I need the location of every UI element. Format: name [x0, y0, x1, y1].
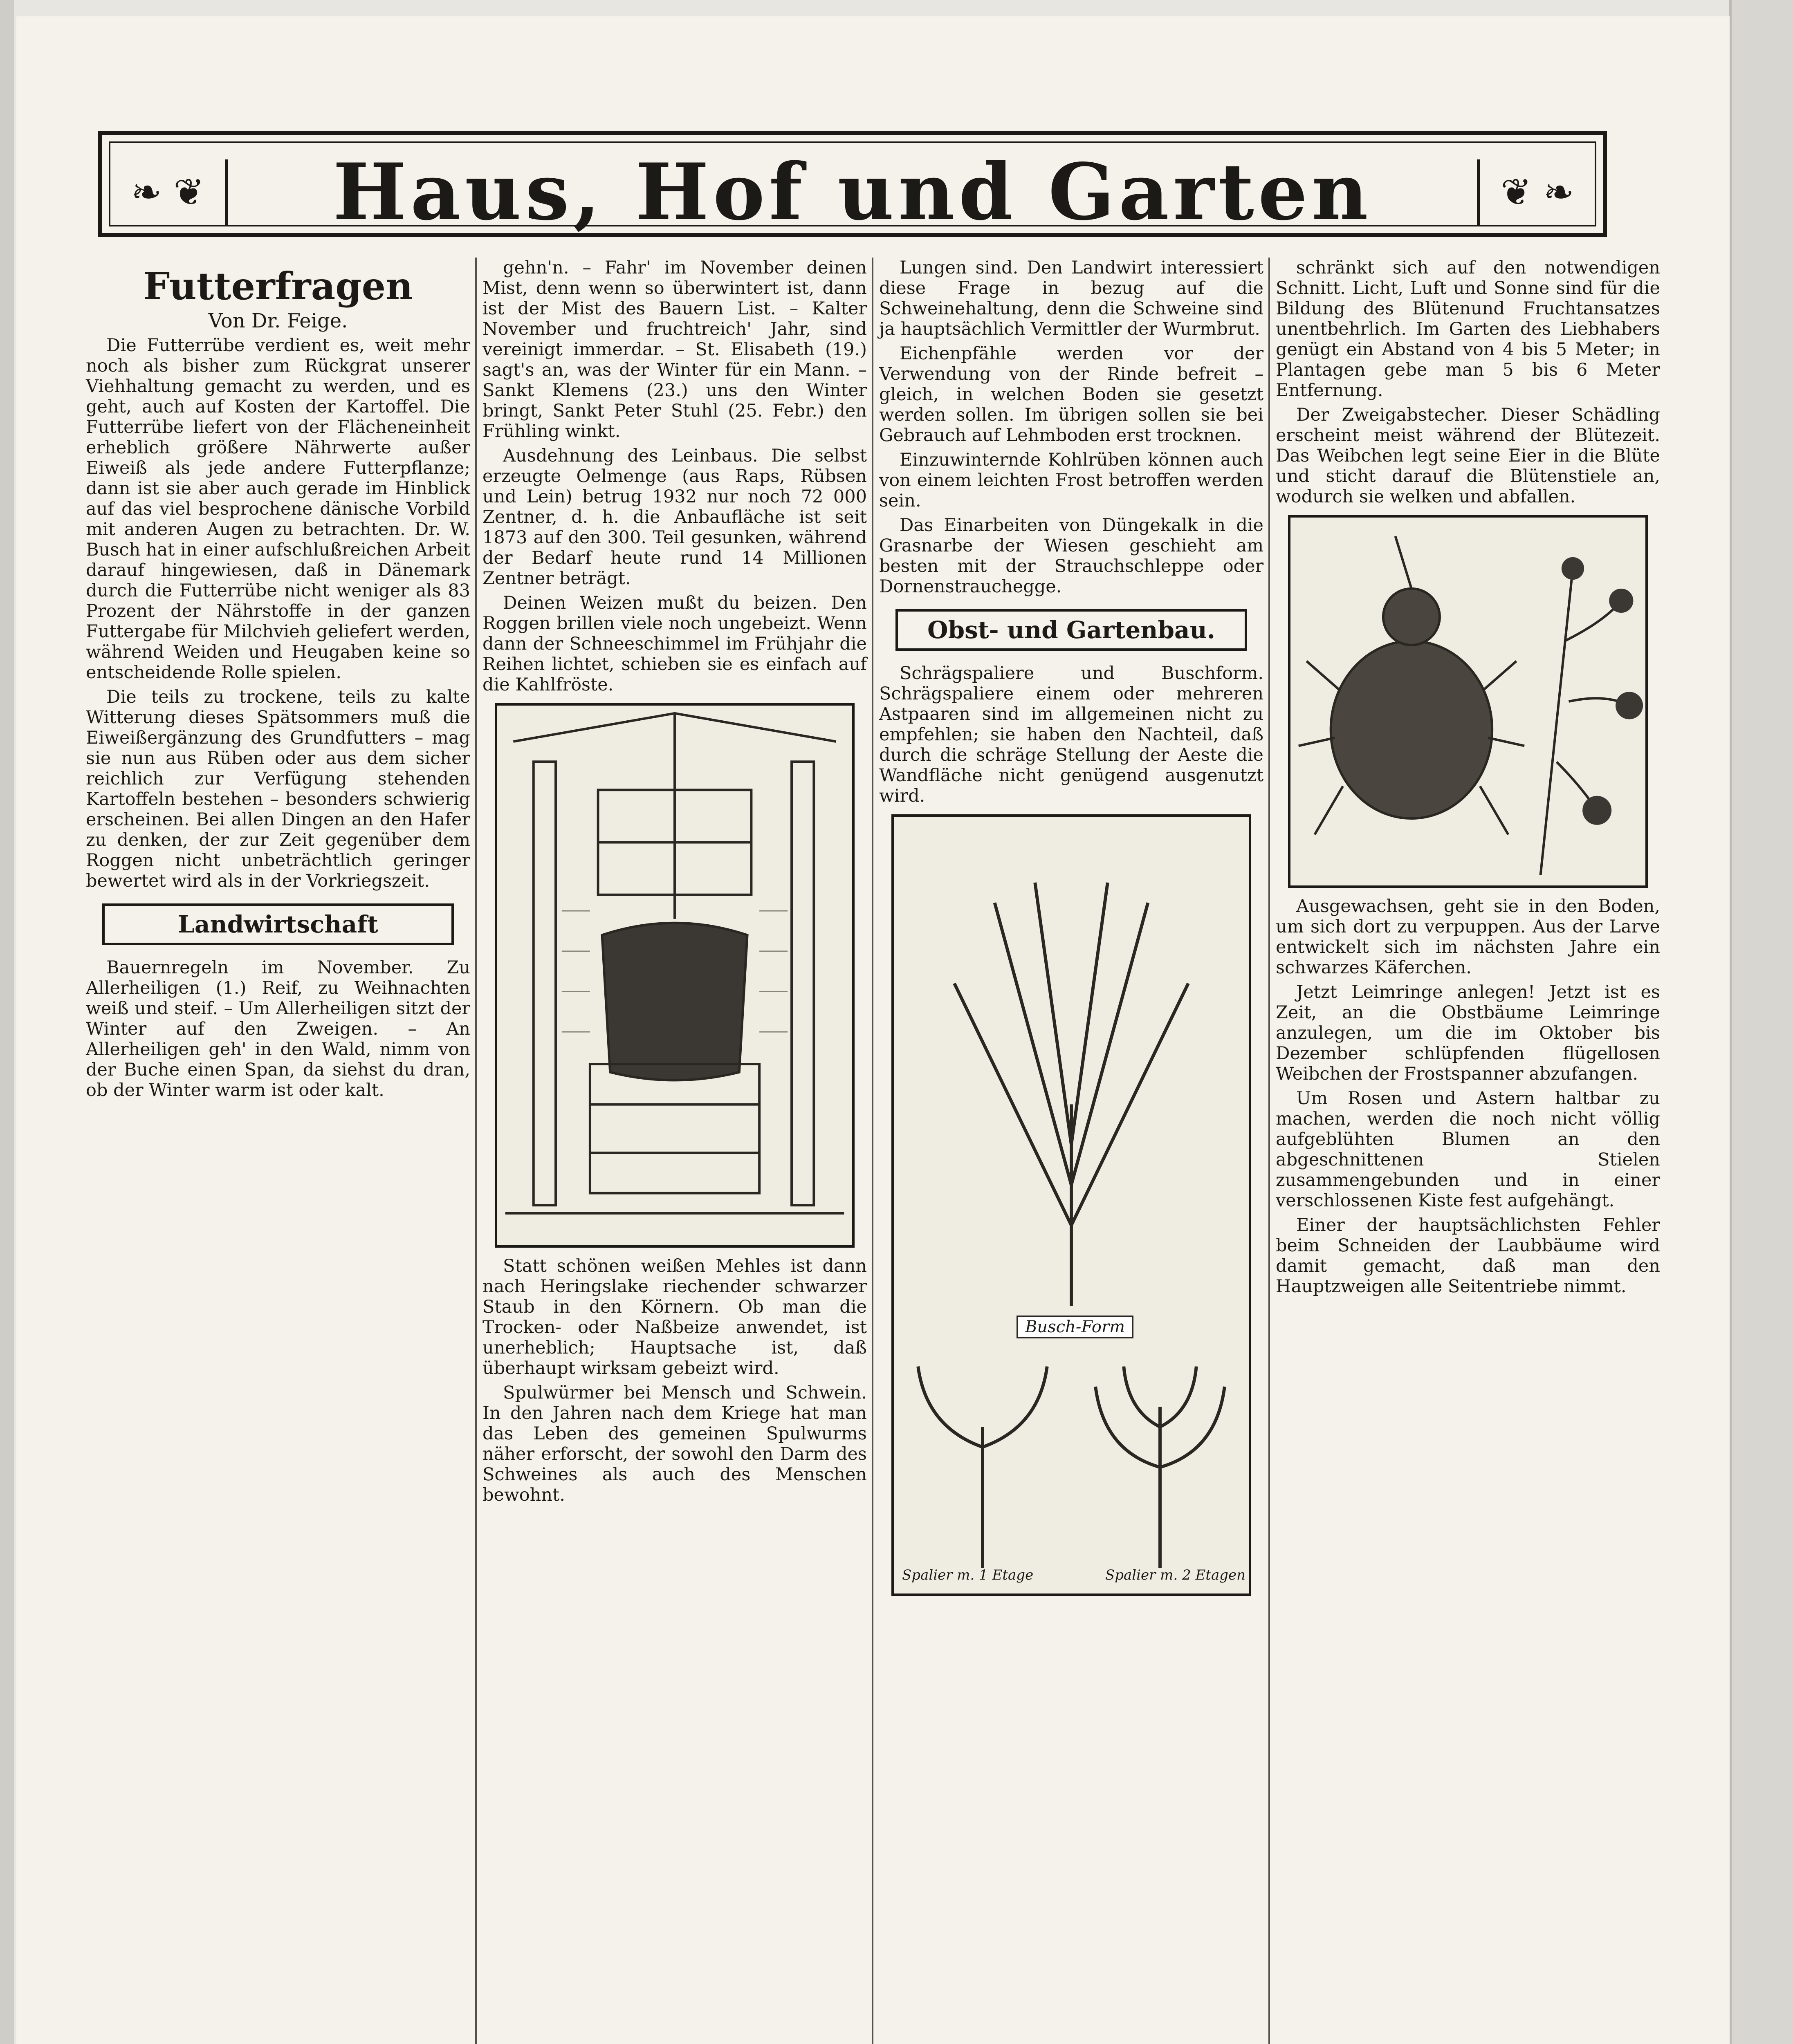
paragraph: Das Einarbeiten von Düngekalk in die Grasnarbe der Wiesen geschieht am besten mit der Strauchschleppe oder Dornenstrauchegge. — [879, 515, 1263, 597]
figure-label-spalier-2: Spalier m. 2 Etagen — [1105, 1567, 1245, 1583]
column-rule-3 — [1268, 258, 1270, 2044]
figure-label-spalier-1: Spalier m. 1 Etage — [902, 1567, 1034, 1583]
paragraph: Die Futterrübe verdient es, weit mehr noch als bisher zum Rückgrat unserer Viehhaltung gemacht zu werden, und es geht, auch auf Kosten der Kartoffel. Die Futterrübe liefert von der Flächeneinheit erheblich größere Nährwerte außer Eiweiß als jede andere Futterpflanze; dann ist sie aber auch gerade im Hinblick auf das viel besprochene dänische Vorbild mit anderen Augen zu betrachten. Dr. W. Busch hat in einer aufschlußreichen Arbeit darauf hingewiesen, daß in Dänemark durch die Futterrübe nicht weniger als 83 Prozent der Nährstoffe in der ganzen Futtergabe für Milchvieh geliefert werden, während Weiden und Heugaben keine so entscheidende Rolle spielen. — [86, 335, 470, 683]
paragraph: Deinen Weizen mußt du beizen. Den Roggen brillen viele noch ungebeizt. Wenn dann der Schneeschimmel im Frühjahr die Reihen lichtet, schieben sie es einfach auf die Kahlfröste. — [482, 593, 867, 695]
paragraph: Lungen sind. Den Landwirt interessiert diese Frage in bezug auf die Schweinehaltung, denn die Schweine sind ja hauptsächlich Vermittler der Wurmbrut. — [879, 258, 1263, 339]
masthead-inner-frame — [109, 141, 1596, 238]
ornament-right-icon: ❦ ❧ — [1477, 159, 1595, 225]
column-2 — [482, 258, 867, 1509]
section-header-landwirtschaft: Landwirtschaft — [102, 903, 454, 945]
article-byline: Von Dr. Feige. — [208, 309, 348, 332]
column-4 — [1276, 258, 1660, 1301]
ornament-left-icon: ❧ ❦ — [110, 159, 228, 225]
paragraph: Ausgewachsen, geht sie in den Boden, um sich dort zu verpuppen. Aus der Larve entwickelt sich im nächsten Jahre ein schwarzes Käferchen. — [1276, 896, 1660, 978]
paragraph: Um Rosen und Astern haltbar zu machen, werden die noch nicht völlig aufgeblühten Blumen an den abgeschnittenen Stielen zusammengebunden und in einer verschlossenen Kiste fest aufgehängt. — [1276, 1088, 1660, 1211]
masthead-title: Haus, Hof und Garten — [333, 146, 1372, 238]
paragraph: schränkt sich auf den notwendigen Schnitt. Licht, Luft und Sonne sind für die Bildung des Blütenund Fruchtansatzes unentbehrlich. Im Garten des Liebhabers genügt ein Abstand von 4 bis 5 Meter; in Plantagen gebe man 5 bis 6 Meter Entfernung. — [1276, 258, 1660, 401]
paragraph: Spulwürmer bei Mensch und Schwein. In den Jahren nach dem Kriege hat man das Leben des gemeinen Spulwurms näher erforscht, der sowohl den Darm des Schweines als auch des Menschen bewohnt. — [482, 1383, 867, 1505]
column-1 — [86, 258, 470, 1105]
figure-label-busch-form: Busch-Form — [1017, 1316, 1133, 1338]
column-rule-2 — [872, 258, 873, 2044]
paragraph: Ausdehnung des Leinbaus. Die selbst erzeugte Oelmenge (aus Raps, Rübsen und Lein) betrug 1932 nur noch 72 000 Zentner, d. h. die Anbaufläche ist seit 1873 auf den 300. Teil gesunken, während der Bedarf heute rund 14 Millionen Zentner beträgt. — [482, 446, 867, 589]
section-header-obst-und-gartenbau: Obst- und Gartenbau. — [895, 609, 1247, 651]
illustration-tree-forms — [891, 814, 1251, 1596]
seed-vat-drawing-icon — [497, 706, 852, 1245]
column-3 — [879, 258, 1263, 1604]
scan-edge-right — [1729, 0, 1793, 2044]
paragraph: Eichenpfähle werden vor der Verwendung von der Rinde befreit – gleich, in welchen Boden sie gesetzt werden sollen. Im übrigen sollen sie bei Gebrauch auf Lehmboden erst trocknen. — [879, 343, 1263, 446]
paragraph: Einzuwinternde Kohlrüben können auch von einem leichten Frost betroffen werden sein. — [879, 450, 1263, 511]
paragraph: Schrägspaliere und Buschform. Schrägspaliere einem oder mehreren Astpaaren sind im allgemeinen nicht zu empfehlen; sie haben den Nachteil, daß durch die schräge Stellung der Aeste die Wandfläche nicht genügend ausgenutzt wird. — [879, 663, 1263, 806]
paragraph: Bauernregeln im November. Zu Allerheiligen (1.) Reif, zu Weihnachten weiß und steif. – Um Allerheiligen sitzt der Winter auf den Zweigen. – An Allerheiligen geh' in den Wald, nimm von der Buche einen Span, da siehst du dran, ob der Winter warm ist oder kalt. — [86, 957, 470, 1100]
newspaper-page — [16, 16, 1730, 2044]
paragraph: gehn'n. – Fahr' im November deinen Mist, denn wenn so überwintert ist, dann ist der Mist des Bauern List. – Kalter November und fruchtreich' Jahr, sind vereinigt immerdar. – St. Elisabeth (19.) sagt's an, was der Winter für ein Mann. – Sankt Klemens (23.) uns den Winter bringt, Sankt Peter Stuhl (25. Febr.) den Frühling winkt. — [482, 258, 867, 442]
paragraph: Jetzt Leimringe anlegen! Jetzt ist es Zeit, an die Obstbäume Leimringe anzulegen, um die im Oktober bis Dezember schlüpfenden flügellosen Weibchen der Frostspanner abzufangen. — [1276, 982, 1660, 1084]
article-title-futterfragen: Futterfragen — [143, 264, 413, 308]
scan-edge-left — [0, 0, 14, 2044]
tree-forms-drawing-icon — [894, 817, 1249, 1594]
paragraph: Der Zweigabstecher. Dieser Schädling erscheint meist während der Blütezeit. Das Weibchen legt seine Eier in die Blüte und sticht darauf die Blütenstiele an, wodurch sie welken und abfallen. — [1276, 405, 1660, 507]
column-rule-1 — [475, 258, 477, 2044]
beetle-drawing-icon — [1290, 518, 1645, 885]
paragraph: Einer der hauptsächlichsten Fehler beim Schneiden der Laubbäume wird damit gemacht, daß man den Hauptzweigen alle Seitentriebe nimmt. — [1276, 1215, 1660, 1297]
paragraph: Statt schönen weißen Mehles ist dann nach Heringslake riechender schwarzer Staub in den Körnern. Ob man die Trocken- oder Naßbeize anwendet, ist unerheblich; Hauptsache ist, daß überhaupt wirksam gebeizt wird. — [482, 1256, 867, 1378]
paragraph: Die teils zu trockene, teils zu kalte Witterung dieses Spätsommers muß die Eiweißergänzung des Grundfutters – mag sie nun aus Rüben oder aus dem sicher reichlich zur Verfügung stehenden Kartoffeln bestehen – besonders schwierig erscheinen. Bei allen Dingen an den Hafer zu denken, der zur Zeit gegenüber dem Roggen nicht unbeträchtlich geringer bewertet wird als in der Vorkriegszeit. — [86, 687, 470, 891]
illustration-beetle — [1288, 515, 1648, 888]
masthead-banner — [98, 131, 1607, 237]
illustration-seed-treatment — [495, 703, 855, 1248]
